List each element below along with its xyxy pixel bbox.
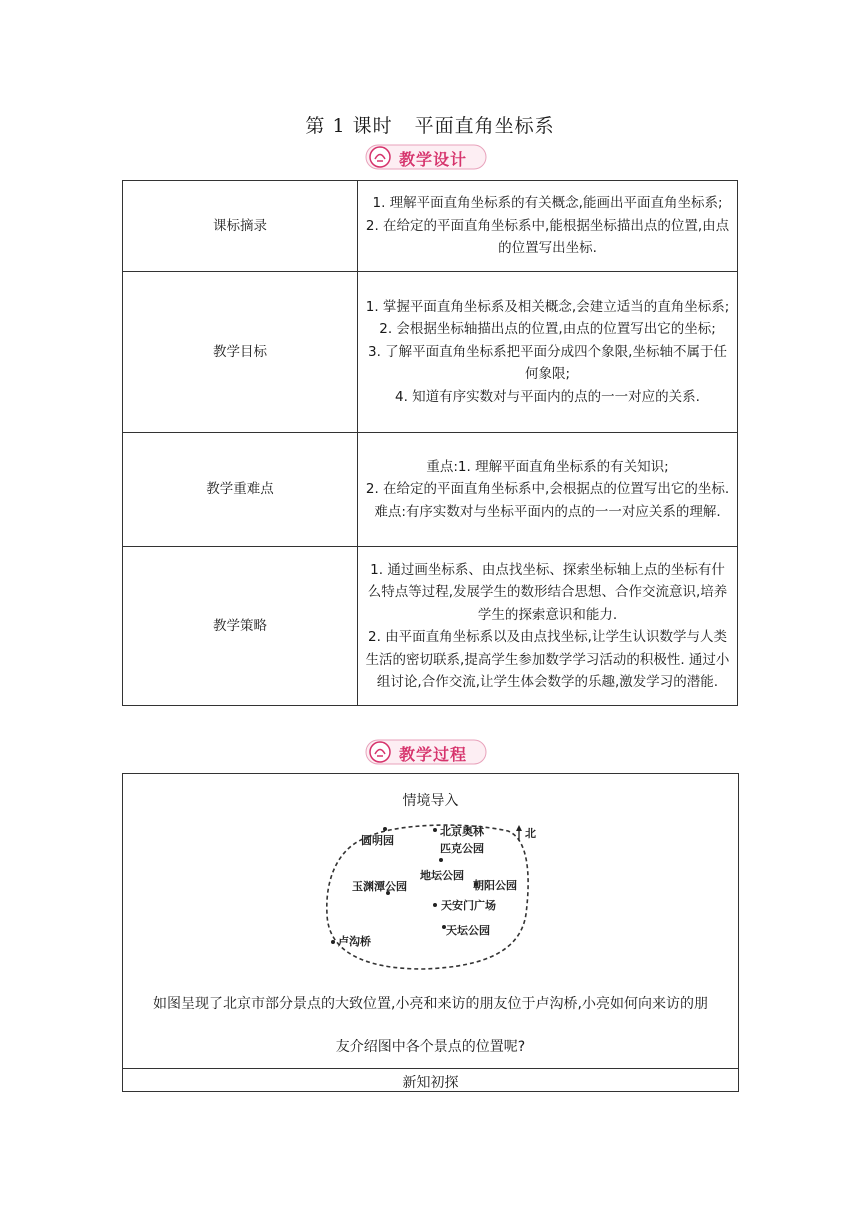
- place-tiantan: 天坛公园: [446, 924, 490, 937]
- table-row: [123, 272, 738, 433]
- place-dot: [433, 828, 437, 832]
- place-yuyuantan: 玉渊潭公园: [352, 880, 407, 893]
- content-line: 4. 知道有序实数对与平面内的点的一一对应的关系.: [395, 388, 700, 405]
- content-line: 2. 会根据坐标轴描出点的位置,由点的位置写出它的坐标;: [379, 321, 716, 338]
- section-banner-design: [365, 144, 487, 170]
- content-line: 3. 了解平面直角坐标系把平面分成四个象限,坐标轴不属于任何象限;: [368, 343, 727, 383]
- place-dot: [433, 903, 437, 907]
- place-lugouqiao: 卢沟桥: [338, 935, 371, 948]
- table-row: [123, 181, 738, 272]
- place-dot: [383, 827, 387, 831]
- row-divider: [123, 1068, 738, 1069]
- row-label: 教学策略: [123, 547, 358, 706]
- process-box: [122, 773, 739, 1092]
- row-label: 教学重难点: [123, 433, 358, 547]
- banner-label: 教学过程: [399, 745, 468, 764]
- design-table: [122, 180, 738, 706]
- beijing-map: [323, 819, 553, 971]
- lesson-topic: 平面直角坐标系: [414, 115, 555, 137]
- content-line: 2. 在给定的平面直角坐标系中,会根据点的位置写出它的坐标.: [365, 481, 730, 498]
- content-line: 1. 理解平面直角坐标系的有关概念,能画出平面直角坐标系;: [372, 195, 723, 212]
- place-chaoyang: 朝阳公园: [473, 879, 517, 892]
- table-row: [123, 433, 738, 547]
- place-tiananmen: 天安门广场: [441, 899, 496, 912]
- content-line: 2. 在给定的平面直角坐标系中,能根据坐标描出点的位置,由点的位置写出坐标.: [365, 217, 730, 257]
- content-line: 1. 通过画坐标系、由点找坐标、探索坐标轴上点的坐标有什么特点等过程,发展学生的数形结合思想、合作交流意识,培养学生的探索意识和能力.: [367, 561, 728, 623]
- section-banner-process: [365, 739, 487, 765]
- row-label: 教学目标: [123, 272, 358, 433]
- content-line: 2. 由平面直角坐标系以及由点找坐标,让学生认识数学与人类生活的密切联系,提高学生参加数学学习活动的积极性. 通过小组讨论,合作交流,让学生体会数学的乐趣,激发学习的潜能.: [365, 629, 730, 690]
- question-line-2: 友介绍图中各个景点的位置呢?: [335, 1039, 526, 1055]
- lesson-number: 第 1 课时: [305, 115, 393, 137]
- next-heading: 新知初探: [402, 1075, 459, 1091]
- row-content: [358, 181, 738, 272]
- intro-heading: 情境导入: [402, 793, 459, 809]
- row-label: 课标摘录: [123, 181, 358, 272]
- content-line: 难点:有序实数对与坐标平面内的点的一一对应关系的理解.: [374, 503, 721, 520]
- place-olympic-1: 北京奥林: [440, 825, 484, 838]
- banner-label: 教学设计: [399, 150, 468, 169]
- north-arrow: [516, 825, 536, 841]
- place-yuanmingyuan: 圆明园: [361, 834, 394, 847]
- row-content: [358, 272, 738, 433]
- north-label: 北: [525, 827, 536, 840]
- place-dot: [331, 940, 335, 944]
- place-dot: [439, 858, 443, 862]
- content-line: 重点:1. 理解平面直角坐标系的有关知识;: [426, 458, 669, 475]
- page-title: [0, 111, 860, 138]
- row-content: [358, 433, 738, 547]
- place-ditan: 地坛公园: [420, 869, 464, 882]
- place-olympic-2: 匹克公园: [440, 842, 484, 855]
- question-line-1: 如图呈现了北京市部分景点的大致位置,小亮和来访的朋友位于卢沟桥,小亮如何向来访的朋: [153, 996, 708, 1012]
- row-content: [358, 547, 738, 706]
- table-row: [123, 547, 738, 706]
- content-line: 1. 掌握平面直角坐标系及相关概念,会建立适当的直角坐标系;: [365, 298, 730, 315]
